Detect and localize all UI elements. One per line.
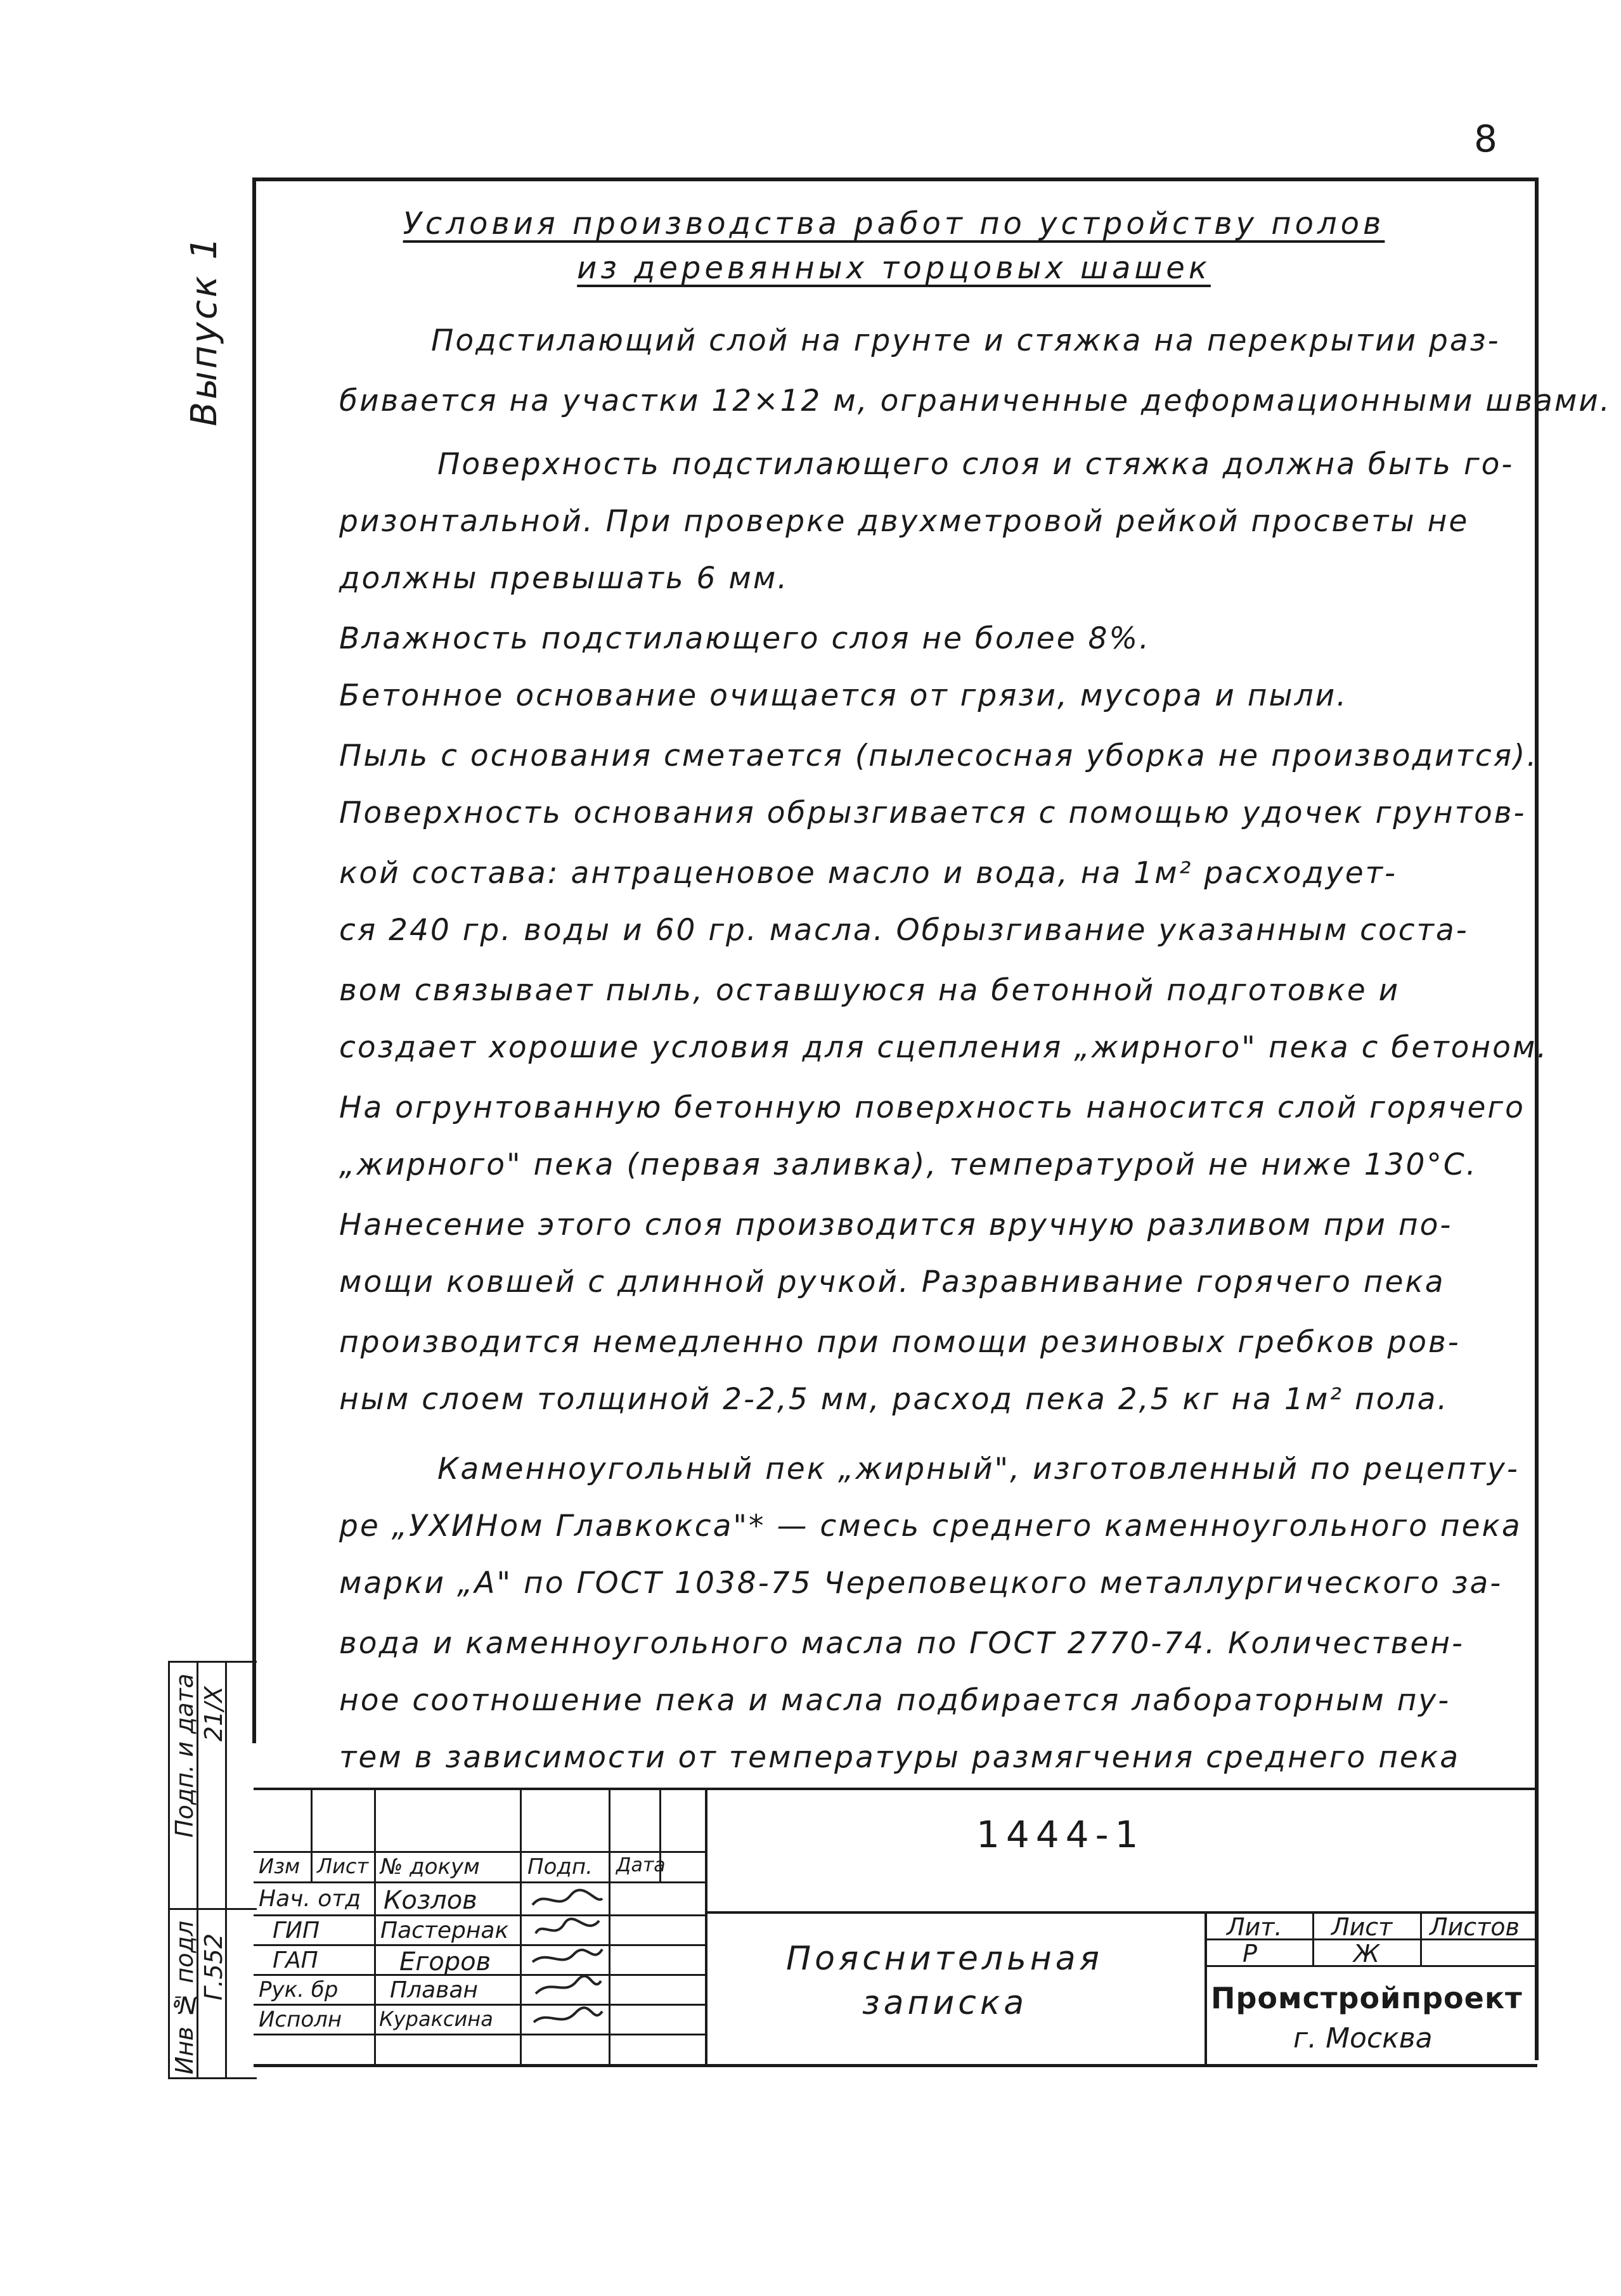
stamp-name: Егоров [399,1947,491,1977]
body-line: ре „УХИНом Главкокса"* — смесь среднего каменноугольного пека [339,1509,1522,1544]
lit-label: Лит. [1227,1913,1282,1941]
title-line-2: из деревянных торцовых шашек [577,250,1211,286]
body-line: ное соотношение пека и масла подбирается лабораторным пу- [339,1683,1451,1718]
body-line: вода и каменноугольного масла по ГОСТ 2770-74. Количествен- [339,1626,1464,1661]
body-line: марки „А" по ГОСТ 1038-75 Череповецкого металлургического за- [339,1566,1503,1601]
body-line: производится немедленно при помощи резиновых гребков ров- [339,1325,1461,1360]
frame-top-border [254,177,1537,181]
stamp-name: Пастернак [380,1918,509,1944]
lit-value: Р [1243,1940,1257,1968]
body-line: кой состава: антраценовое масло и вода, на 1м² расходует- [339,856,1397,891]
frame-left-border [252,177,256,1743]
sign-date-label: Подп. и дата [171,1674,198,1838]
body-line: Бетонное основание очищается от грязи, мусора и пыли. [339,678,1348,713]
sign-date-value: 21/X [200,1686,228,1742]
body-line: Пыль с основания сметается (пылесосная уборка не производится). [339,738,1539,773]
stamp-role: Рук. бр [259,1977,339,2003]
sheets-label: Листов [1430,1913,1520,1941]
title-block-stamp [254,1788,1537,2067]
organization-name: Промстройпроект [1211,1981,1523,2015]
document-title-line-2: записка [862,1984,1028,2022]
body-line: ным слоем толщиной 2-2,5 мм, расход пека 2,5 кг на 1м² пола. [339,1382,1449,1417]
side-label-issue: Выпуск 1 [184,235,225,427]
body-line: „жирного" пека (первая заливка), температурой не ниже 130°С. [339,1147,1478,1182]
title-line-1: Условия производства работ по устройству полов [403,206,1385,242]
stamp-name: Кураксина [379,2007,493,2031]
page-number: 8 [1474,117,1497,160]
body-line: Влажность подстилающего слоя не более 8%. [339,621,1151,656]
organization-city: г. Москва [1293,2022,1433,2054]
stamp-role: ГАП [273,1947,318,1973]
stamp-header-change: Изм [259,1854,300,1878]
stamp-header-sheet: Лист [317,1854,369,1878]
body-line: создает хорошие условия для сцепления „жирного" пека с бетоном. [339,1030,1549,1065]
stamp-header-doc-no: № докум [380,1854,480,1880]
body-line: бивается на участки 12×12 м, ограниченные деформационными швами. [339,384,1611,418]
body-line: тем в зависимости от температуры размягчения среднего пека [339,1740,1461,1775]
body-line: На огрунтованную бетонную поверхность наносится слой горячего [339,1090,1525,1125]
body-line: ризонтальной. При проверке двухметровой рейкой просветы не [339,504,1469,539]
sheet-label: Лист [1331,1913,1393,1941]
stamp-role: ГИП [273,1918,320,1944]
body-line: Каменноугольный пек „жирный", изготовленный по рецепту- [437,1452,1520,1487]
body-line: Подстилающий слой на грунте и стяжка на перекрытии раз- [431,323,1501,358]
stamp-name: Козлов [384,1886,477,1915]
body-line: должны превышать 6 мм. [339,561,789,596]
stamp-role: Нач. отд [259,1886,361,1912]
body-line: Нанесение этого слоя производится вручную разливом при по- [339,1208,1453,1242]
document-code: 1444-1 [976,1813,1145,1856]
inventory-label: Инв № подл [171,1921,198,2075]
body-line: вом связывает пыль, оставшуюся на бетонной подготовке и [339,973,1400,1008]
left-registration-strip [168,1661,257,2079]
document-title-line-1: Пояснительная [786,1940,1103,1978]
body-line: ся 240 гр. воды и 60 гр. масла. Обрызгивание указанным соста- [339,913,1469,948]
stamp-name: Плаван [390,1977,478,2003]
frame-right-border [1535,177,1539,2060]
stamp-header-date: Дата [616,1854,666,1876]
handwritten-signatures [526,1886,609,2063]
stamp-header-signature: Подп. [527,1854,593,1880]
body-line: Поверхность подстилающего слоя и стяжка должна быть го- [437,447,1514,482]
inventory-value: Г.552 [200,1933,228,2001]
sheet-value: Ж [1353,1940,1379,1968]
stamp-role: Исполн [259,2007,342,2032]
body-line: Поверхность основания обрызгивается с помощью удочек грунтов- [339,796,1527,830]
body-line: мощи ковшей с длинной ручкой. Разравнивание горячего пека [339,1265,1445,1300]
